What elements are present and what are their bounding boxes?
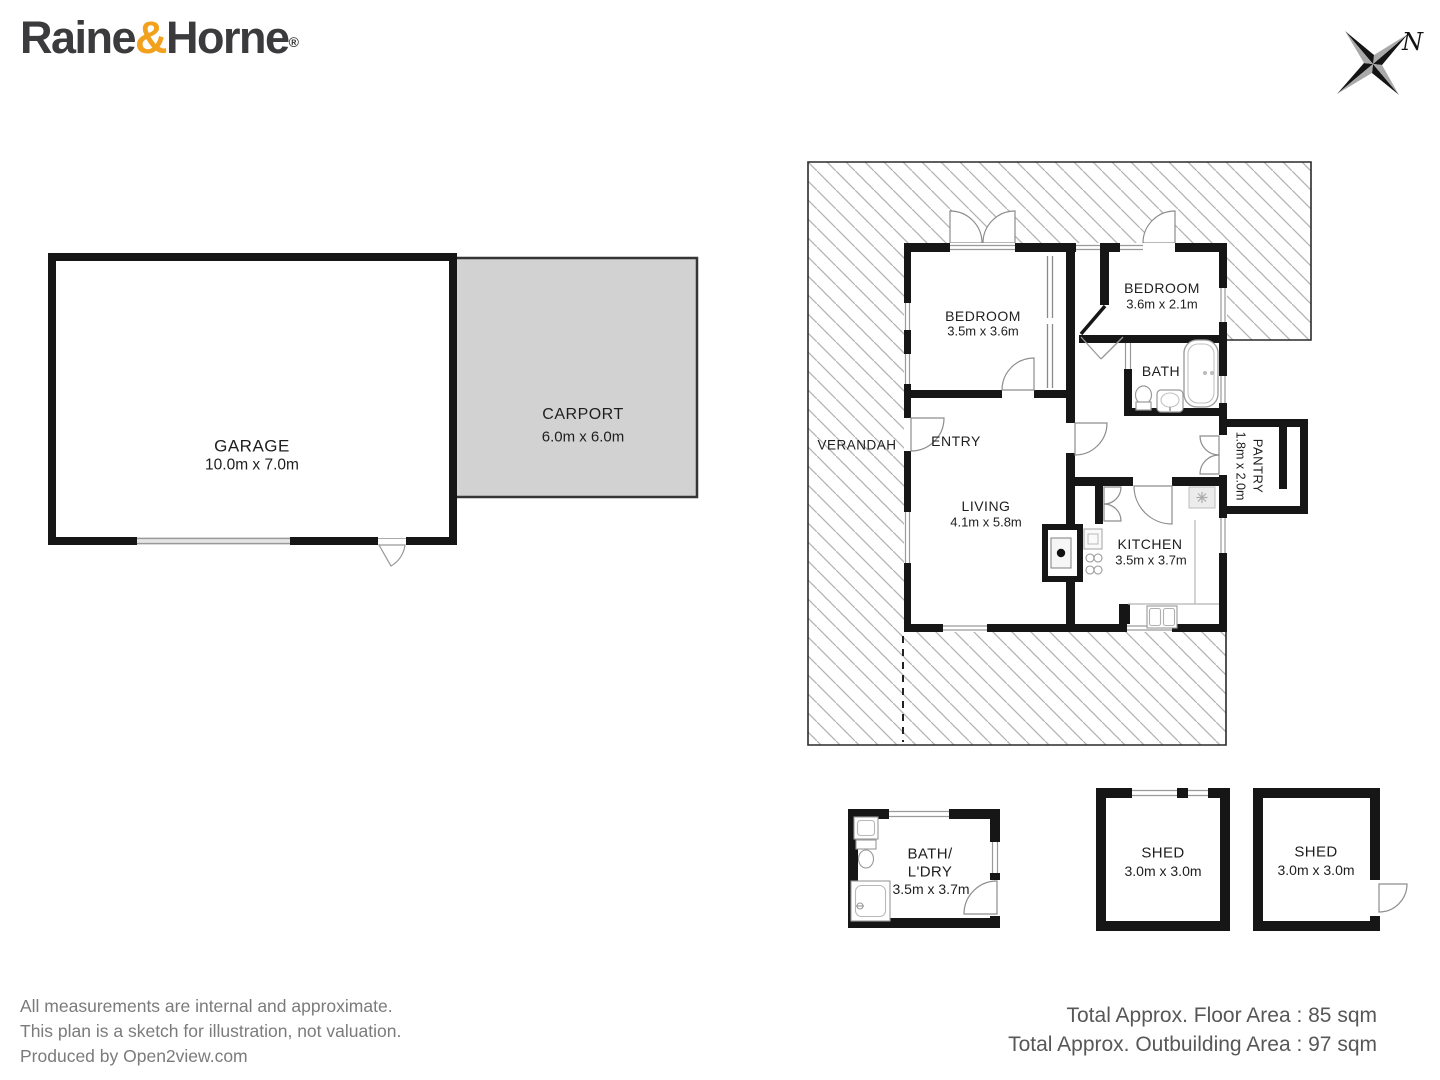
- garage-label: GARAGE: [214, 436, 290, 456]
- oven: [1084, 529, 1102, 549]
- registered-mark: ®: [288, 34, 299, 50]
- compass-north-label: N: [1402, 28, 1423, 56]
- bedroom2-label: BEDROOM: [1124, 280, 1200, 296]
- bath-laundry-label-line1: BATH/: [907, 845, 953, 863]
- wood-heater: [1042, 524, 1083, 582]
- bedroom2-dims: 3.6m x 2.1m: [1126, 296, 1198, 312]
- brand-ampersand: &: [135, 12, 167, 63]
- garage-area: [48, 253, 457, 566]
- disclaimer-text: [20, 994, 401, 1069]
- compass-icon: [1337, 28, 1424, 95]
- bath-label: BATH: [1141, 363, 1181, 379]
- kitchen-dims: 3.5m x 3.7m: [1115, 552, 1187, 568]
- disclaimer-line-2: This plan is a sketch for illustration, not valuation.: [20, 1021, 402, 1041]
- toilet: [1136, 386, 1152, 404]
- bedroom1-label: BEDROOM: [945, 308, 1021, 324]
- floor-area-total: Total Approx. Floor Area : 85 sqm: [1066, 1004, 1377, 1027]
- bedroom1-dims: 3.5m x 3.6m: [947, 323, 1019, 339]
- kitchen-sink: [1147, 606, 1177, 628]
- pantry-dims: 1.8m x 2.0m: [1233, 431, 1248, 501]
- garage-door: [137, 537, 290, 545]
- disclaimer-line-1: All measurements are internal and approximate.: [20, 996, 393, 1016]
- shed1-label: SHED: [1141, 844, 1185, 862]
- living-label: LIVING: [961, 498, 1011, 514]
- disclaimer-line-3: Produced by Open2view.com: [20, 1046, 248, 1066]
- brand-logo: [20, 12, 299, 64]
- verandah-label: VERANDAH: [817, 437, 897, 453]
- garage-dims: 10.0m x 7.0m: [205, 456, 299, 474]
- carport-dims: 6.0m x 6.0m: [541, 428, 625, 446]
- pantry-label: PANTRY: [1250, 438, 1266, 494]
- appliance-icon: [1189, 487, 1215, 508]
- shed2-label: SHED: [1294, 843, 1338, 861]
- garage-entry-door: [378, 537, 406, 566]
- brand-name-raine: Raine: [20, 12, 136, 63]
- area-totals: [1008, 1001, 1377, 1059]
- kitchen-label: KITCHEN: [1117, 536, 1183, 552]
- brand-name-horne: Horne: [166, 12, 289, 63]
- bath-laundry-dims: 3.5m x 3.7m: [892, 881, 970, 897]
- entry-label: ENTRY: [931, 433, 981, 449]
- shed1-dims: 3.0m x 3.0m: [1124, 863, 1202, 879]
- shed2-door: [1379, 884, 1407, 912]
- bath-laundry-label-line2: L'DRY: [907, 863, 953, 881]
- outbuilding-area-total: Total Approx. Outbuilding Area : 97 sqm: [1008, 1033, 1377, 1056]
- carport-area: [455, 258, 697, 497]
- living-dims: 4.1m x 5.8m: [950, 514, 1022, 530]
- shed2-dims: 3.0m x 3.0m: [1277, 862, 1355, 878]
- carport-label: CARPORT: [542, 406, 624, 423]
